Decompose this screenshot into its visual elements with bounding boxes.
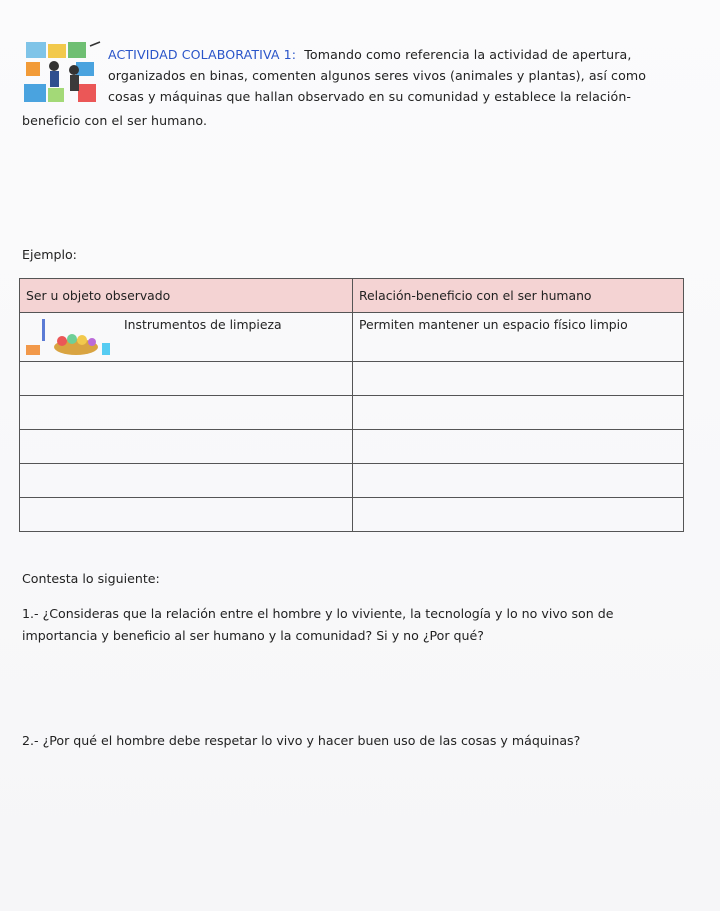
header-observed: Ser u objeto observado [20, 279, 353, 313]
object-cell[interactable] [20, 430, 353, 464]
example-relation-text: Permiten mantener un espacio físico limpio [353, 313, 684, 362]
object-cell[interactable] [20, 396, 353, 430]
relation-cell[interactable] [353, 396, 684, 430]
table-row [20, 498, 684, 532]
question-2: 2.- ¿Por qué el hombre debe respetar lo vivo y hacer buen uso de las cosas y máquinas? [22, 733, 581, 748]
questions-heading: Contesta lo siguiente: [22, 571, 160, 586]
question-1-line-1: 1.- ¿Consideras que la relación entre el hombre y lo viviente, la tecnología y lo no vivo son de [22, 606, 614, 621]
instructions-line-4: beneficio con el ser humano. [22, 113, 208, 128]
example-label: Ejemplo: [22, 247, 77, 262]
activity-instructions [108, 44, 698, 107]
object-cell[interactable] [20, 362, 353, 396]
collaboration-puzzle-icon [22, 40, 104, 106]
object-cell[interactable] [20, 464, 353, 498]
question-1 [22, 603, 682, 647]
question-1-line-2: importancia y beneficio al ser humano y la comunidad? Si y no ¿Por qué? [22, 628, 484, 643]
header-relation: Relación-beneficio con el ser humano [353, 279, 684, 313]
observation-table [19, 278, 684, 532]
activity-title: ACTIVIDAD COLABORATIVA 1: [108, 47, 297, 62]
example-object-text: Instrumentos de limpieza [124, 317, 282, 332]
instructions-line-1: Tomando como referencia la actividad de apertura, [304, 47, 632, 62]
table-row [20, 362, 684, 396]
relation-cell[interactable] [353, 362, 684, 396]
table-row-example [20, 313, 684, 362]
table-row [20, 396, 684, 430]
relation-cell[interactable] [353, 430, 684, 464]
cleaning-supplies-icon [24, 315, 112, 359]
object-cell[interactable] [20, 498, 353, 532]
table-row [20, 430, 684, 464]
instructions-line-2: organizados en binas, comenten algunos seres vivos (animales y plantas), así como [108, 68, 647, 83]
table-header-row [20, 279, 684, 313]
relation-cell[interactable] [353, 498, 684, 532]
instructions-line-3: cosas y máquinas que hallan observado en su comunidad y establece la relación- [108, 89, 632, 104]
example-object-cell [20, 313, 353, 362]
table-row [20, 464, 684, 498]
relation-cell[interactable] [353, 464, 684, 498]
